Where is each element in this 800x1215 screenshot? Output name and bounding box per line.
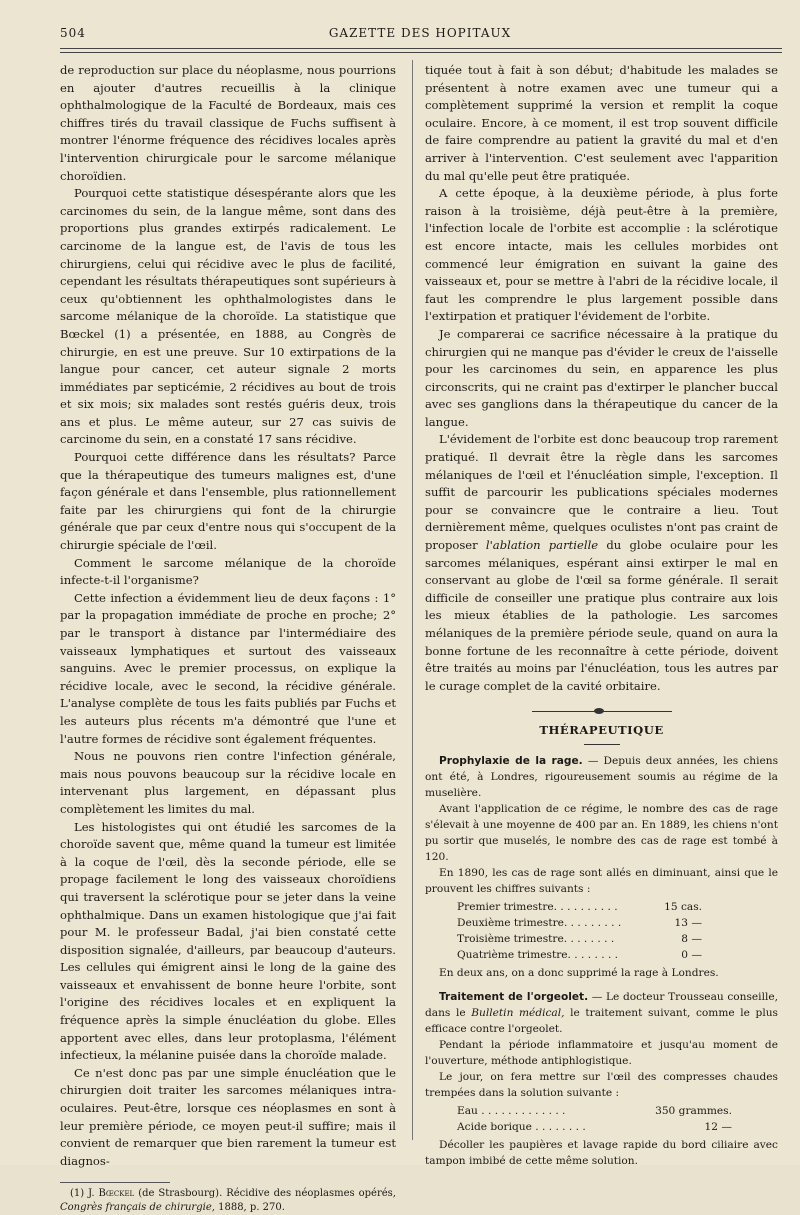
table-row <box>425 899 778 915</box>
paragraph: Cette infection a évidemment lieu de deux façons : 1° par la propagation immédiate de proche en proche; 2° par le transport à distance par l'intermédiaire des vaisseaux lymphatiques et surtout des vaisseaux sanguins. Avec le premier processus, on explique la récidive locale, avec le second, la récidive générale. L'analyse complète de tous les faits publiés par Fuchs et les auteurs plus récents m'a démontré que l'une et l'autre formes de récidive sont également fréquentes. <box>60 590 396 746</box>
paragraph: Décoller les paupières et lavage rapide du bord ciliaire avec tampon imbibé de cette même solution. <box>425 1138 778 1167</box>
paragraph-text: du globe oculaire pour les sarcomes mélaniques, espérant ainsi extirper le mal en conservant au globe de l'œil sa forme générale. Il serait difficile de conseiller une pratique plus contraire aux lois les mieux établies de la pathologie. Les sarcomes mélaniques de la première période seule, quand on aura la bonne fortune de les reconnaître à cette période, doivent être traités au moins par l'énucléation, tous les autres par le curage complet de la cavité orbitaire. <box>425 538 779 693</box>
paragraph: de reproduction sur place du néoplasme, nous pourrions en ajouter d'autres recueillis à la clinique ophthalmologique de la Faculté de Bordeaux, mais ces chiffres tirés du travail classique de Fuchs suffisent à montrer l'énorme fréquence des récidives locales après l'intervention chirurgicale pour le sarcome mélanique choroïdien. <box>60 63 396 183</box>
article-heading: Traitement de l'orgeolet. <box>439 990 589 1003</box>
footnote-text: (de Strasbourg). Récidive des néoplasmes opérés, <box>138 1188 396 1200</box>
header-rule <box>60 48 782 49</box>
table-value: 12 — <box>704 1120 732 1133</box>
table-value: 15 cas. <box>664 900 702 913</box>
table-label: Quatrième trimestre. . . . . . . . <box>457 948 619 961</box>
table-row <box>425 1103 778 1119</box>
paragraph: En 1890, les cas de rage sont allés en diminuant, ainsi que le prouvent les chiffres suivants : <box>425 866 778 895</box>
paragraph: Le jour, on fera mettre sur l'œil des compresses chaudes trempées dans la solution suivante : <box>425 1070 778 1099</box>
paragraph-text: L'évidement de l'orbite est donc beaucoup trop rarement pratiqué. Il devrait être la règle dans les sarcomes mélaniques de l'œil et l'énucléation simple, l'exception. Il suffit de parcourir les publications spéciales modernes pour se convaincre que le contraire a lieu. Tout dernièrement même, quelques oculistes n'ont pas craint de proposer <box>425 432 778 553</box>
paragraph: tiquée tout à fait à son début; d'habitude les malades se présentent à notre examen avec une tumeur qui a complètement supprimé la version et remplit la coque oculaire. Encore, à ce moment, il est trop souvent difficile de faire comprendre au patient la gravité du mal et d'en arriver à l'intervention. C'est seulement avec l'apparition du mal qu'elle peut être pratiquée. <box>425 63 778 183</box>
article-rage <box>425 753 778 801</box>
paragraph: Pendant la période inflammatoire et jusqu'au moment de l'ouverture, méthode antiphlogistique. <box>425 1038 778 1067</box>
paragraph: Avant l'application de ce régime, le nombre des cas de rage s'élevait à une moyenne de 400 par an. En 1889, les chiens n'ont pu sortir que muselés, le nombre des cas de rage est tombé à 120. <box>425 802 778 863</box>
table-value: 13 — <box>674 916 702 929</box>
article-orgeolet <box>425 989 778 1037</box>
paragraph: Je comparerai ce sacrifice nécessaire à la pratique du chirurgien qui ne manque pas d'évider le creux de l'aisselle pour les carcinomes du sein, en apparence les plus circonscrits, qui ne craint pas d'extirper le plancher buccal avec ses ganglions dans la thérapeutique du cancer de la langue. <box>425 326 778 429</box>
article-heading: Prophylaxie de la rage. <box>439 754 583 767</box>
paragraph: Comment le sarcome mélanique de la choroïde infecte-t-il l'organisme? <box>60 555 396 588</box>
italic-source: Bulletin médical, <box>471 1006 565 1019</box>
article-text: — Depuis deux années, les chiens ont été, à Londres, rigoureusement soumis au régime de la muselière. <box>425 754 779 799</box>
section-title: THÉRAPEUTIQUE <box>539 723 664 738</box>
section-ornament <box>532 709 672 714</box>
paragraph: Ce n'est donc pas par une simple énucléation que le chirurgien doit traiter les sarcomes mélaniques intra-oculaires. Peut-être, lorsque ces néoplasmes en sont à leur première période, ce moyen peut-il suffire; mais il convient de remarquer que bien rarement la tumeur est diagnos- <box>60 1065 396 1168</box>
paragraph: Les histologistes qui ont étudié les sarcomes de la choroïde savent que, même quand la tumeur est limitée à la coque de l'œil, dès la seconde période, elle se propage facilement le long des vaisseaux choroïdiens qui traversent la sclérotique pour se jeter dans la veine ophthalmique. Dans un examen histologique que j'ai fait pour M. le professeur Badal, j'ai bien constaté cette disposition signalée, d'ailleurs, par beaucoup d'auteurs. Les cellules qui émigrent ainsi le long de la gaine des vaisseaux et envahissent de bonne heure l'orbite, sont l'origine des récidives locales et en expliquent la fréquence après la simple énucléation du globe. Elles apportent avec elles, dans leur protoplasma, l'élément infectieux, la mélanine puisée dans la choroïde malade. <box>60 819 396 1063</box>
footnote-number: (1) J. <box>70 1188 95 1200</box>
rage-table <box>425 899 778 963</box>
table-label: Acide borique . . . . . . . . <box>457 1120 586 1133</box>
table-value: 0 — <box>681 948 702 961</box>
table-label: Deuxième trimestre. . . . . . . . . <box>457 916 622 929</box>
right-column <box>425 62 778 1169</box>
table-label: Troisième trimestre. . . . . . . . <box>457 932 615 945</box>
column-divider <box>412 60 413 1140</box>
table-label: Eau . . . . . . . . . . . . . <box>457 1104 566 1117</box>
page-header <box>60 26 780 46</box>
paragraph: Pourquoi cette différence dans les résultats? Parce que la thérapeutique des tumeurs malignes est, d'une façon générale et dans l'ensemble, plus rationnellement faite par les chirurgiens qui font de la chirurgie générale que par ceux d'entre nous qui s'occupent de la chirurgie spéciale de l'œil. <box>60 450 396 553</box>
publication-title: GAZETTE DES HOPITAUX <box>328 26 512 40</box>
section-rule <box>584 744 620 745</box>
footnote-source: Congrès français de chirurgie, <box>60 1202 215 1214</box>
italic-term: l'ablation partielle <box>485 538 599 553</box>
paragraph: Pourquoi cette statistique désespérante alors que les carcinomes du sein, de la langue même, sont dans des proportions plus grandes extirpés radicalement. Le carcinome de la langue est, de l'avis de tous les chirurgiens, celui qui récidive avec le plus de facilité, cependant les résultats thérapeutiques sont supérieurs à ceux qu'obtiennent les ophthalmologistes dans le sarcome mélanique de la choroïde. La statistique que Bœckel (1) a présentée, en 1888, au Congrès de chirurgie, en est une preuve. Sur 10 extirpations de la langue pour cancer, cet auteur signale 2 morts immédiates par septicémie, 2 récidives au bout de trois et six mois; six malades sont restés guéris deux, trois ans et plus. Le même auteur, sur 27 cas suivis de carcinome du sein, en a constaté 17 sans récidive. <box>60 186 396 447</box>
paragraph: Nous ne pouvons rien contre l'infection générale, mais nous pouvons beaucoup sur la récidive locale en intervenant plus largement, en dépassant plus complètement les limites du mal. <box>60 749 396 816</box>
paragraph: A cette époque, à la deuxième période, à plus forte raison à la troisième, déjà peut-être à la première, l'infection locale de l'orbite est accomplie : la sclérotique est encore intacte, mais les cellules morbides ont commencé leur émigration en suivant la gaine des vaisseaux et, pour se mettre à l'abri de la récidive locale, il faut les comprendre le plus largement possible dans l'extirpation et pratiquer l'évidement de l'orbite. <box>425 186 778 324</box>
header-rule-double <box>60 52 782 53</box>
article-text: — Le docteur Trousseau conseille, dans le <box>425 990 778 1019</box>
table-label: Premier trimestre. . . . . . . . . . <box>457 900 618 913</box>
article-text: le traitement suivant, comme le plus efficace contre l'orgeolet. <box>425 1006 778 1035</box>
table-row <box>425 915 778 931</box>
footnote-rule <box>60 1182 170 1183</box>
orgeolet-table <box>425 1103 778 1135</box>
footnote-author: Bœckel <box>98 1188 135 1200</box>
table-value: 350 grammes. <box>655 1104 732 1117</box>
footnote <box>60 1187 396 1215</box>
table-value: 8 — <box>681 932 702 945</box>
left-column <box>60 62 396 1215</box>
table-row <box>425 1119 778 1135</box>
table-row <box>425 947 778 963</box>
paragraph: En deux ans, on a donc supprimé la rage à Londres. <box>439 966 719 979</box>
footnote-end: 1888, p. 270. <box>218 1202 285 1214</box>
paragraph <box>425 431 778 695</box>
table-row <box>425 931 778 947</box>
page-number: 504 <box>60 26 86 40</box>
